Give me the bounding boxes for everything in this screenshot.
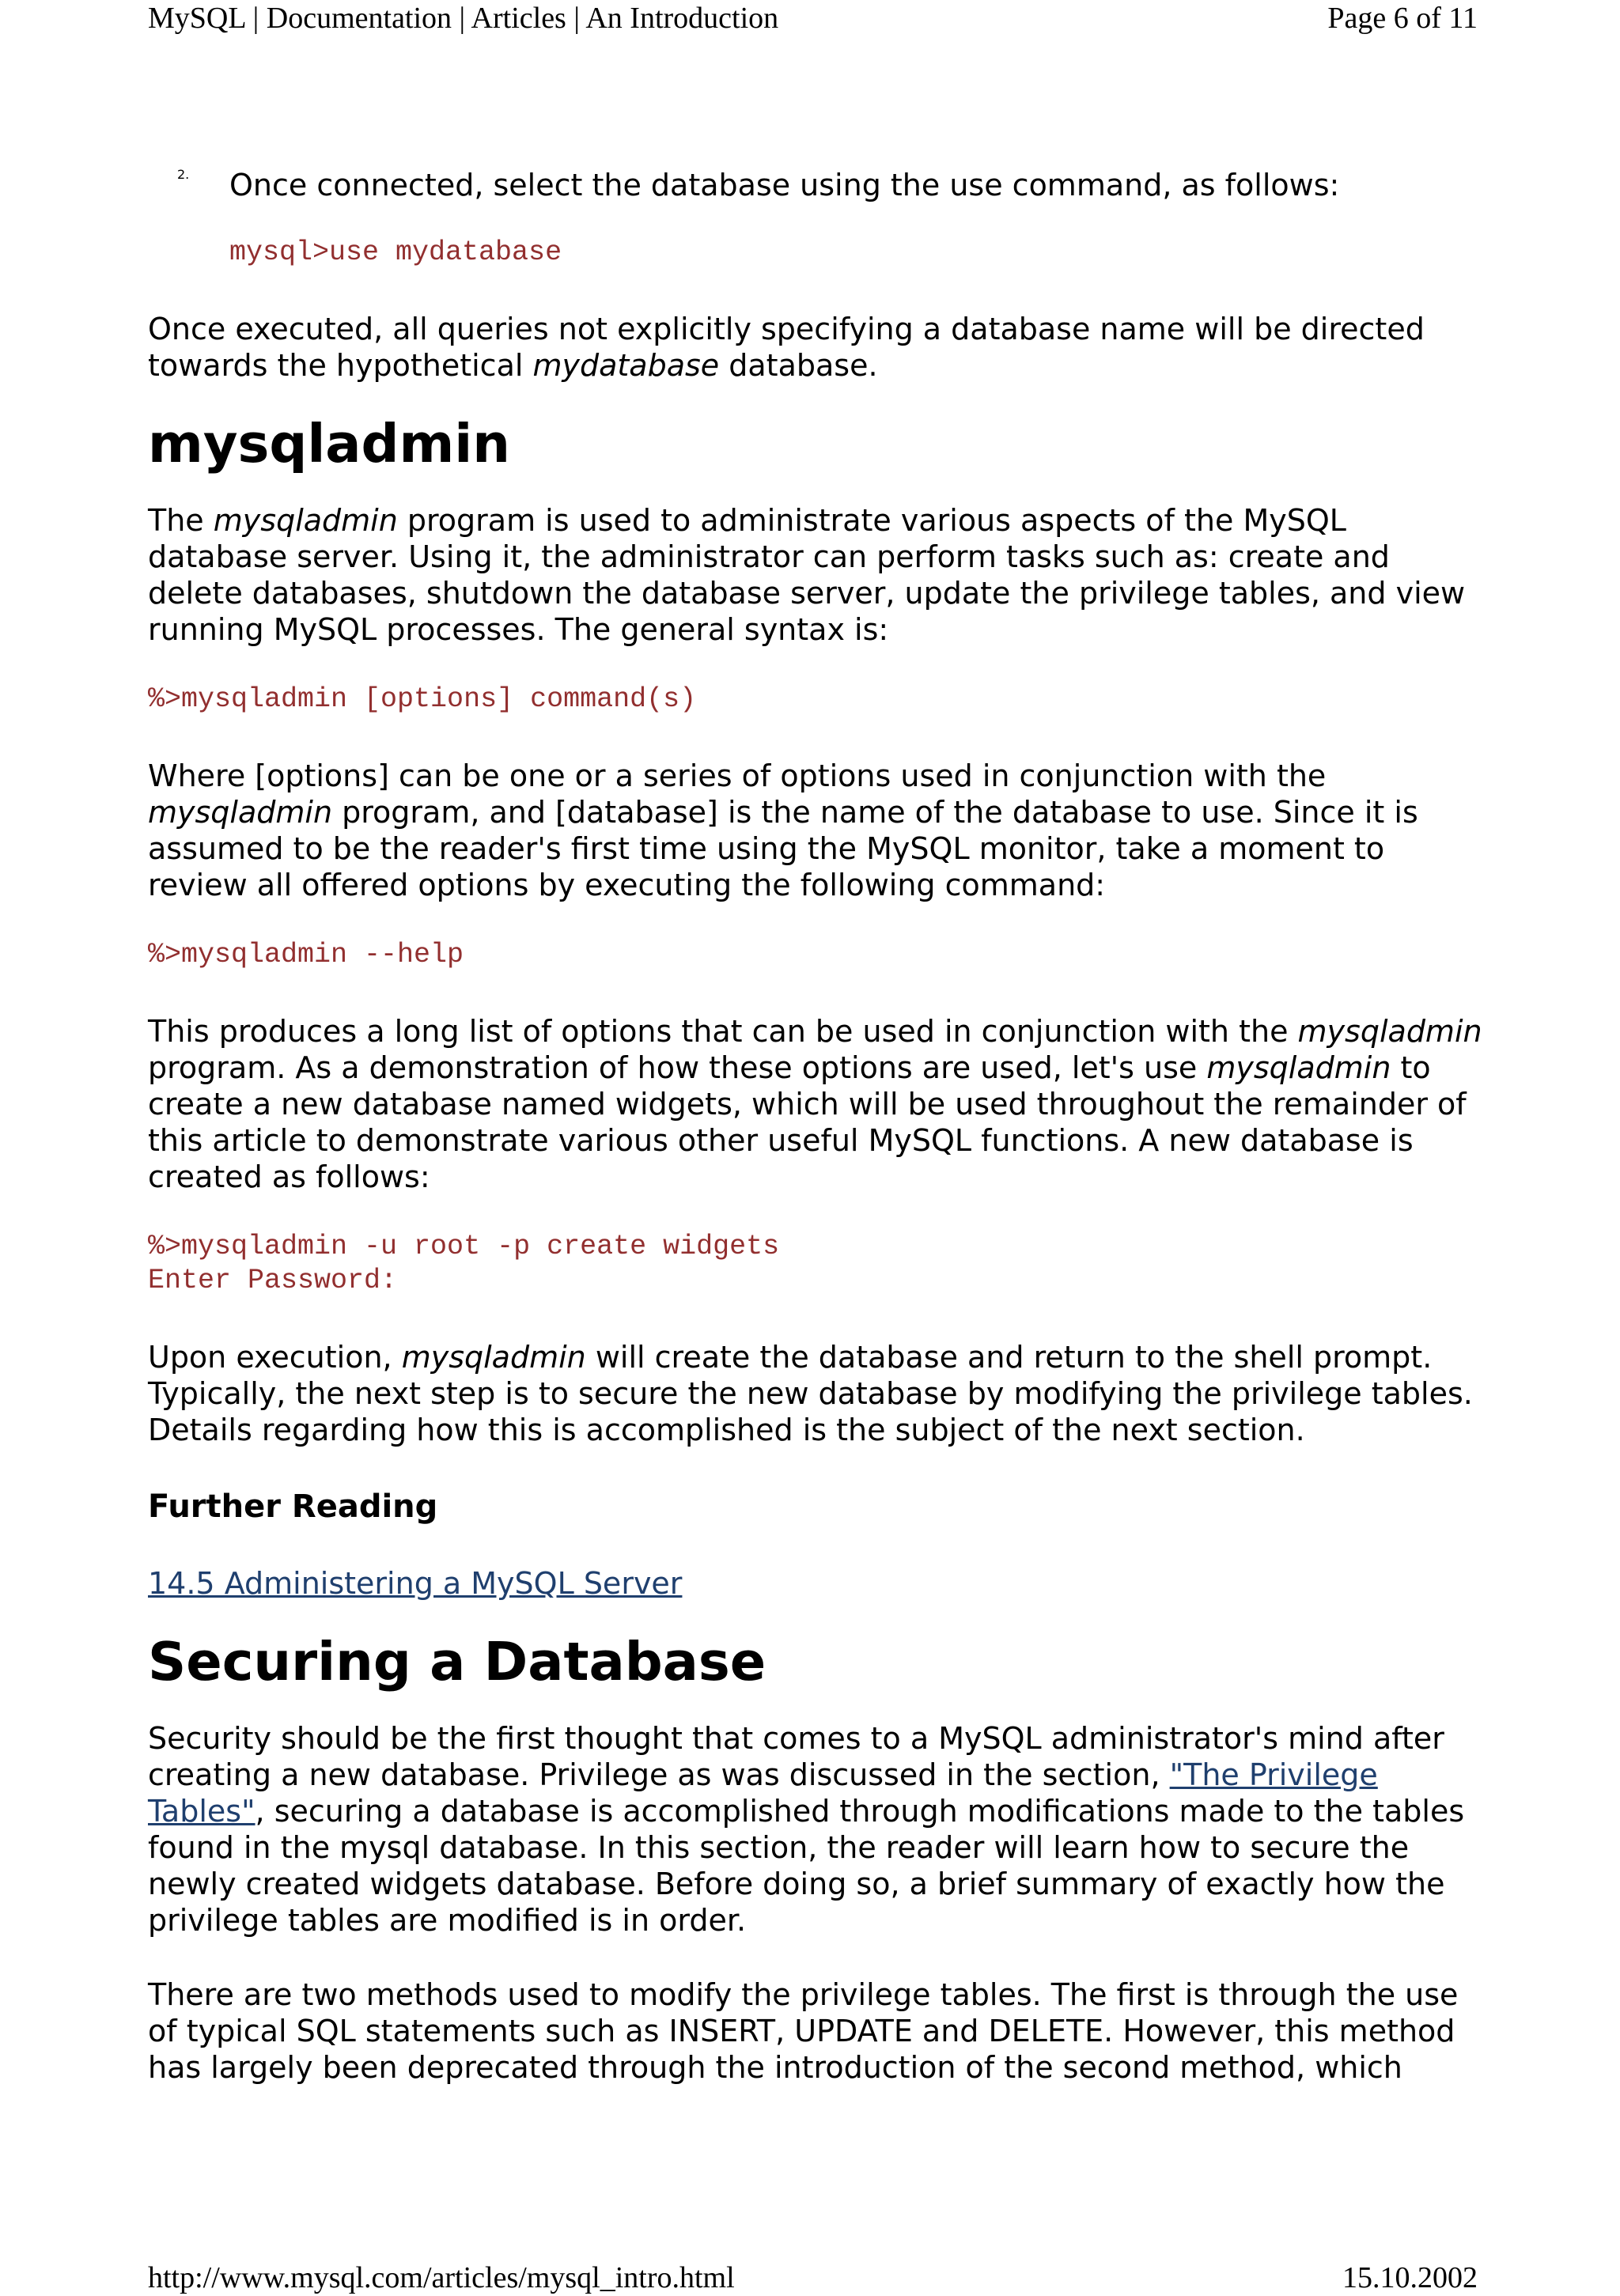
further-reading-paragraph — [148, 1565, 1485, 1602]
paragraph-options: Where [options] can be one or a series of options used in conjunction with the mysqladmin program, and [database] is the name of the database to use. Since it is assumed to be the reader's first time using the MySQL monitor, take a moment to review all offered options by executing the following command: — [148, 758, 1418, 902]
link-administering-mysql-server[interactable]: 14.5 Administering a MySQL Server — [148, 1566, 683, 1601]
paragraph-two-methods: There are two methods used to modify the privilege tables. The first is through the use of typical SQL statements such as INSERT, UPDATE and DELETE. However, this method has largely been deprecated through the introduction of the second method, which — [148, 1977, 1459, 2085]
document-body — [148, 167, 1485, 2086]
heading-further-reading: Further Reading — [148, 1488, 438, 1525]
header-breadcrumb: MySQL | Documentation | Articles | An Introduction — [148, 2, 779, 35]
page-header — [148, 0, 1478, 36]
paragraph-mysqladmin-intro: The mysqladmin program is used to administrate various aspects of the MySQL database server. Using it, the administrator can perform tasks such as: create and delete databases, shutdown the database server, update the privilege tables, and view running MySQL processes. The general syntax is: — [148, 503, 1466, 647]
code-create-widgets: %>mysqladmin -u root -p create widgets Enter Password: — [148, 1231, 780, 1296]
paragraph-upon-execution: Upon execution, mysqladmin will create the database and return to the shell prompt. Typically, the next step is to secure the new database by modifying the privilege tables. Details regarding how this is accomplished is the subject of the next section. — [148, 1340, 1473, 1447]
code-syntax: %>mysqladmin [options] command(s) — [148, 683, 697, 715]
paragraph-long-list: This produces a long list of options that can be used in conjunction with the mysqladmin program. As a demonstration of how these options are used, let's use mysqladmin to create a new database named widgets, which will be used throughout the remainder of this article to demonstrate various other useful MySQL functions. A new database is created as follows: — [148, 1014, 1482, 1194]
link-privilege-tables[interactable]: "The Privilege Tables" — [148, 1757, 1378, 1829]
code-use-database: mysql>use mydatabase — [229, 236, 562, 268]
list-item-step-2 — [148, 167, 1485, 270]
footer-url: http://www.mysql.com/articles/mysql_intro.html — [148, 2261, 735, 2294]
page-footer — [148, 2260, 1478, 2296]
paragraph-once-executed: Once executed, all queries not explicitly specifying a database name will be directed towards the hypothetical mydatabase database. — [148, 312, 1425, 383]
list-number: 2. — [177, 167, 190, 182]
step-2-text: Once connected, select the database using the use command, as follows: — [229, 168, 1340, 202]
footer-date: 15.10.2002 — [1342, 2261, 1478, 2294]
paragraph-security: Security should be the first thought that comes to a MySQL administrator's mind after creating a new database. Privilege as was discussed in the section, "The Privilege Tables", securing a database is accomplished through modifications made to the tables found in the mysql database. In this section, the reader will learn how to secure the newly created widgets database. Before doing so, a brief summary of exactly how the privilege tables are modified is in order. — [148, 1721, 1465, 1938]
header-page-number: Page 6 of 11 — [1327, 2, 1478, 35]
code-help: %>mysqladmin --help — [148, 939, 464, 970]
heading-mysqladmin: mysqladmin — [148, 413, 510, 475]
heading-securing-database: Securing a Database — [148, 1631, 766, 1693]
